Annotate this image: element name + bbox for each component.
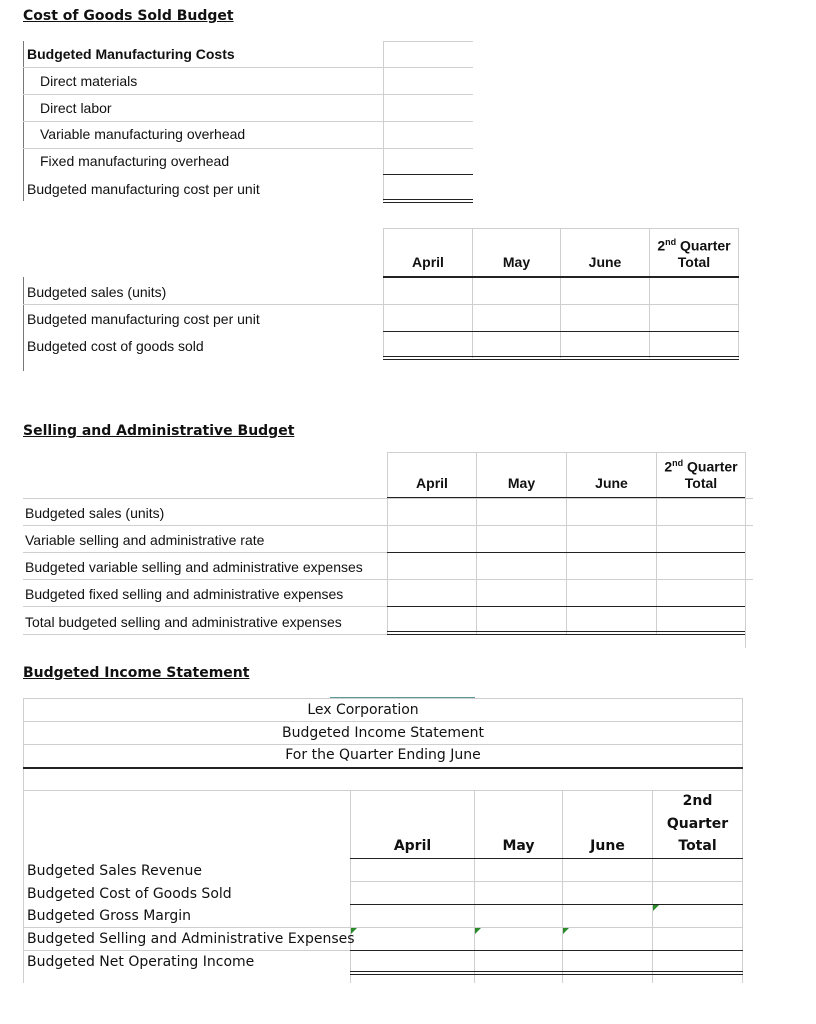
income-section-title: Budgeted Income Statement — [23, 665, 250, 681]
income-row-label: Budgeted Net Operating Income — [27, 954, 255, 970]
cogs-unit-total-label: Budgeted manufacturing cost per unit — [27, 181, 260, 197]
income-top-accent — [330, 697, 475, 698]
income-double-underline — [350, 971, 743, 975]
sga-row-line — [23, 498, 753, 499]
sga-row-label: Variable selling and administrative rate — [25, 532, 265, 548]
cogs-col-april: April — [412, 254, 444, 270]
income-col-quarter-1: 2nd — [682, 793, 713, 809]
income-top-line — [23, 698, 743, 699]
income-col-may: May — [502, 838, 535, 854]
sga-row-line — [387, 606, 745, 607]
income-warning-marker[interactable] — [563, 928, 569, 934]
sga-header-top-line — [387, 452, 745, 453]
income-row-line — [23, 950, 350, 951]
income-company: Lex Corporation — [307, 702, 419, 718]
cogs-row-line — [23, 304, 739, 305]
income-header-underline — [350, 858, 743, 859]
income-row-label: Budgeted Cost of Goods Sold — [27, 886, 232, 902]
cogs-unit-total-cell[interactable] — [384, 175, 473, 199]
cogs-header-top-line — [383, 228, 739, 229]
cogs-row-line — [383, 331, 739, 332]
quarter-num: 2 — [657, 237, 666, 254]
cogs-unit-heading: Budgeted Manufacturing Costs — [27, 46, 235, 62]
income-statement-name: Budgeted Income Statement — [282, 725, 484, 741]
quarter-sup: nd — [665, 237, 677, 247]
cogs-col-total: Total — [677, 254, 711, 270]
income-row-label: Budgeted Selling and Administrative Expenses — [27, 931, 355, 947]
sga-row-label: Budgeted sales (units) — [25, 505, 165, 521]
sga-row-label: Total budgeted selling and administrative expenses — [25, 614, 342, 630]
cogs-unit-input-cell[interactable] — [384, 95, 473, 121]
income-company-wrap — [23, 702, 743, 718]
income-col-line — [474, 790, 475, 983]
sga-col-quarter — [657, 454, 745, 476]
income-warning-marker[interactable] — [475, 928, 481, 934]
quarter-word: Quarter — [683, 458, 738, 475]
sga-col-total: Total — [684, 475, 718, 491]
income-row-line — [350, 904, 743, 905]
cogs-unit-input-cell[interactable] — [384, 68, 473, 94]
income-statement-wrap — [23, 725, 743, 741]
income-period: For the Quarter Ending June — [285, 747, 481, 763]
cogs-unit-input-cell[interactable] — [384, 42, 473, 67]
cogs-col-may: May — [502, 254, 531, 270]
sga-row-label: Budgeted fixed selling and administrative expenses — [25, 586, 344, 602]
income-col-line — [562, 790, 563, 983]
income-col-quarter-2: Quarter — [666, 816, 729, 832]
sga-row-label: Budgeted variable selling and administrative expenses — [25, 559, 363, 575]
income-col-april: April — [393, 838, 432, 854]
quarter-word: Quarter — [676, 237, 731, 254]
sga-row-line — [387, 552, 745, 553]
income-col-quarter-3: Total — [678, 838, 717, 854]
income-col-line — [350, 790, 351, 983]
sga-row-line — [23, 634, 387, 635]
cogs-col-line — [738, 228, 739, 358]
income-row-line — [350, 950, 743, 951]
sga-col-june: June — [595, 475, 628, 491]
sga-section-title: Selling and Administrative Budget — [23, 423, 295, 439]
cogs-unit-input-cell[interactable] — [384, 122, 473, 148]
cogs-unit-row-label: Direct labor — [40, 100, 112, 116]
income-row-label: Budgeted Sales Revenue — [27, 863, 202, 879]
income-period-wrap — [23, 747, 743, 763]
income-warning-marker[interactable] — [653, 905, 659, 911]
income-header-line — [23, 721, 743, 722]
cogs-unit-double-underline — [383, 199, 473, 203]
quarter-sup: nd — [672, 458, 684, 468]
cogs-col-june: June — [588, 254, 622, 270]
cogs-unit-row-label: Variable manufacturing overhead — [40, 126, 246, 142]
sga-row-line — [23, 579, 753, 580]
sga-col-may: May — [507, 475, 536, 491]
sga-row-line — [23, 552, 387, 553]
sga-col-line — [745, 452, 746, 648]
cogs-header-underline — [383, 276, 739, 278]
cogs-row-label: Budgeted sales (units) — [27, 284, 167, 300]
sga-double-underline — [387, 631, 745, 635]
cogs-unit-row-label: Fixed manufacturing overhead — [40, 153, 230, 169]
cogs-unit-input-cell[interactable] — [384, 149, 473, 174]
cogs-section-title: Cost of Goods Sold Budget — [23, 8, 234, 24]
cogs-col-line — [472, 228, 473, 358]
cogs-double-underline — [383, 356, 739, 360]
quarter-num: 2 — [664, 458, 673, 475]
cogs-col-quarter — [650, 233, 738, 255]
income-header-rule — [23, 767, 743, 769]
income-header-line — [23, 790, 743, 791]
sga-col-april: April — [416, 475, 448, 491]
sga-header-underline — [387, 497, 745, 498]
sga-row-line — [23, 525, 753, 526]
income-row-line — [23, 927, 743, 928]
income-col-june: June — [590, 838, 625, 854]
income-header-line — [23, 744, 743, 745]
income-row-label: Budgeted Gross Margin — [27, 908, 192, 924]
cogs-row-label: Budgeted manufacturing cost per unit — [27, 311, 260, 327]
cogs-col-line — [560, 228, 561, 358]
cogs-col-line — [383, 228, 384, 358]
income-row-line — [350, 881, 743, 882]
cogs-left-border — [23, 277, 24, 371]
cogs-row-label: Budgeted cost of goods sold — [27, 338, 204, 354]
sga-row-line — [23, 606, 387, 607]
cogs-unit-row-label: Direct materials — [40, 73, 138, 89]
